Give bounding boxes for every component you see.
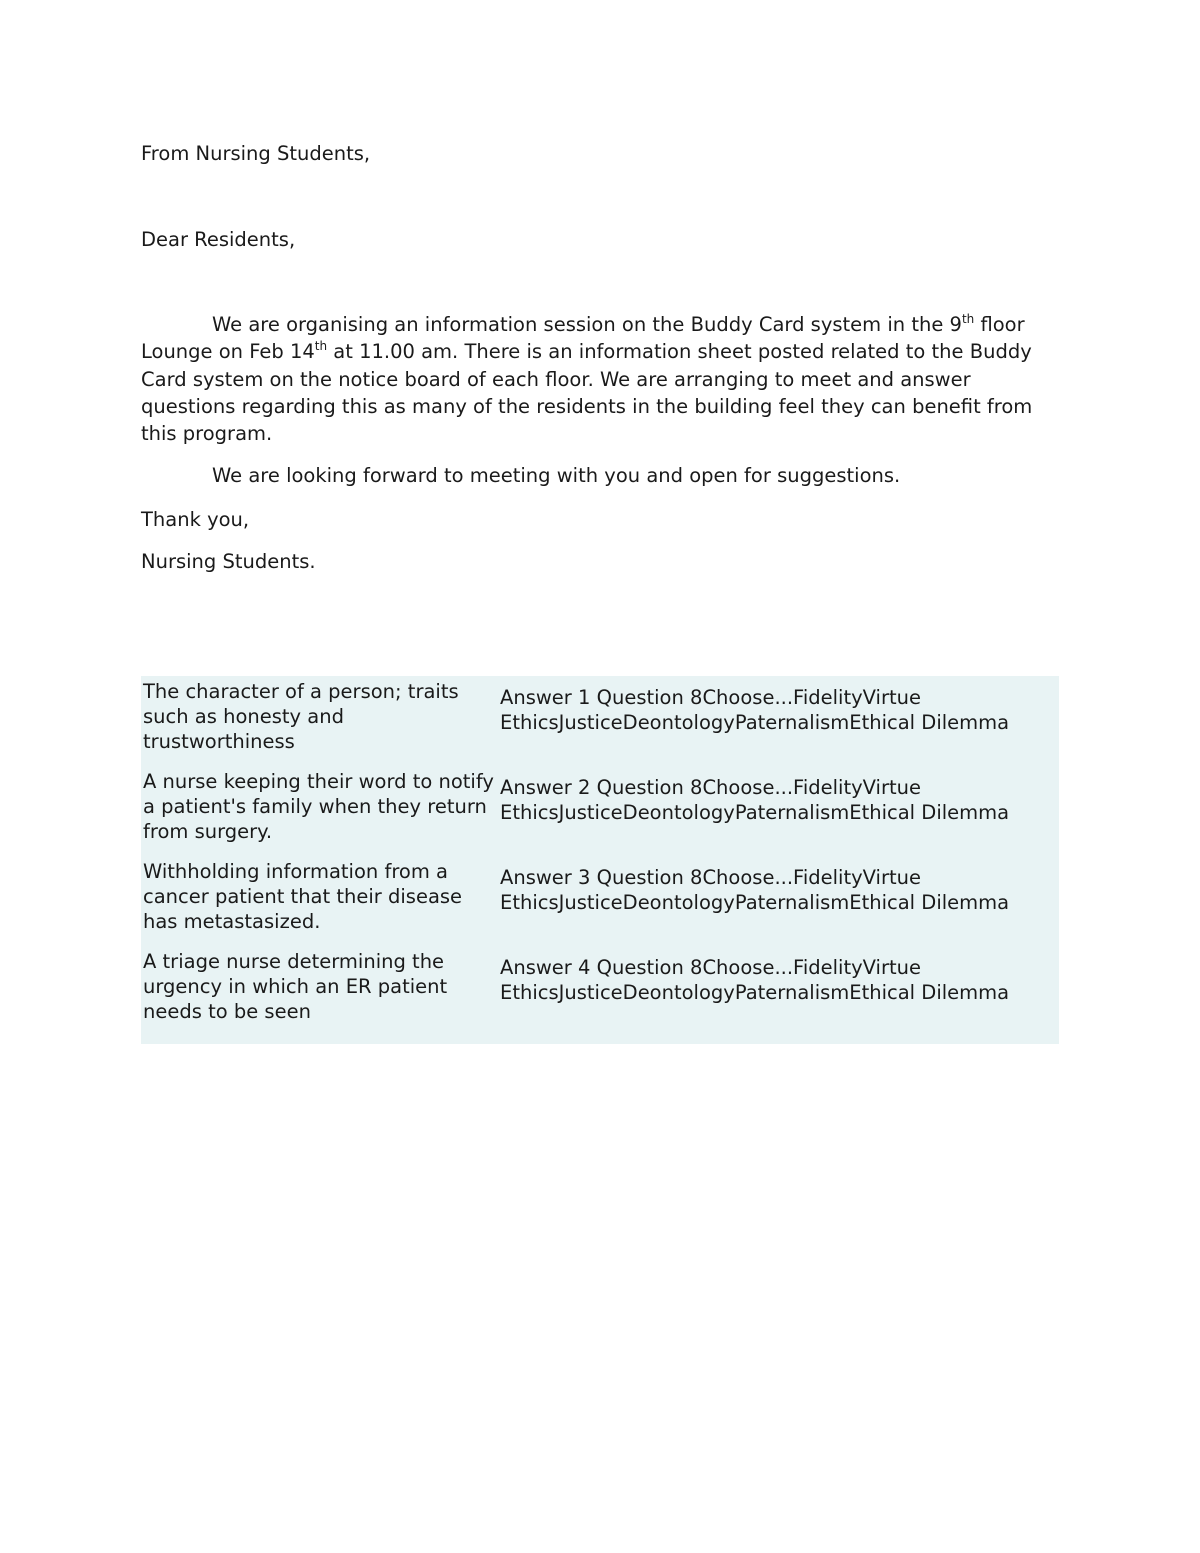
answer-select[interactable]: Answer 2 Question 8Choose...FidelityVirtue EthicsJusticeDeontologyPaternalismEthical Dilemma (500, 776, 1010, 824)
body1-part1: We are organising an information session on the Buddy Card system in the 9 (212, 313, 962, 336)
letter-from: From Nursing Students, (141, 142, 371, 165)
letter-body-paragraph-1 (141, 311, 1059, 447)
body1-sup1: th (961, 312, 975, 326)
question-prompt: A triage nurse determining the urgency in which an ER patient needs to be seen (143, 950, 448, 1023)
answer-select[interactable]: Answer 3 Question 8Choose...FidelityVirtue EthicsJusticeDeontologyPaternalismEthical Dilemma (500, 866, 1010, 914)
letter-closing: Thank you, (141, 508, 250, 531)
question-row (141, 946, 1059, 1036)
body1-part3: at 11.00 am. There is an information sheet posted related to the Buddy Card system on the notice board of each floor. We are arranging to meet and answer questions regarding this as many of the residents in the building feel they can benefit from this program. (141, 340, 1033, 446)
answer-select[interactable]: Answer 1 Question 8Choose...FidelityVirtue EthicsJusticeDeontologyPaternalismEthical Dilemma (500, 686, 1010, 734)
question-prompt: A nurse keeping their word to notify a patient's family when they return from surgery. (143, 770, 494, 843)
question-row (141, 856, 1059, 946)
answer-select[interactable]: Answer 4 Question 8Choose...FidelityVirtue EthicsJusticeDeontologyPaternalismEthical Dilemma (500, 956, 1010, 1004)
question-prompt: Withholding information from a cancer patient that their disease has metastasized. (143, 860, 463, 933)
letter-signature: Nursing Students. (141, 550, 316, 573)
letter-salutation: Dear Residents, (141, 228, 296, 251)
question-row (141, 676, 1059, 766)
matching-question-table (141, 676, 1059, 1044)
body1-part2: floor Lounge on Feb 14 (141, 313, 1025, 364)
letter-body-paragraph-2: We are looking forward to meeting with you and open for suggestions. (212, 464, 901, 487)
question-row (141, 766, 1059, 856)
question-prompt: The character of a person; traits such as honesty and trustworthiness (143, 680, 459, 753)
body1-sup2: th (314, 339, 328, 354)
